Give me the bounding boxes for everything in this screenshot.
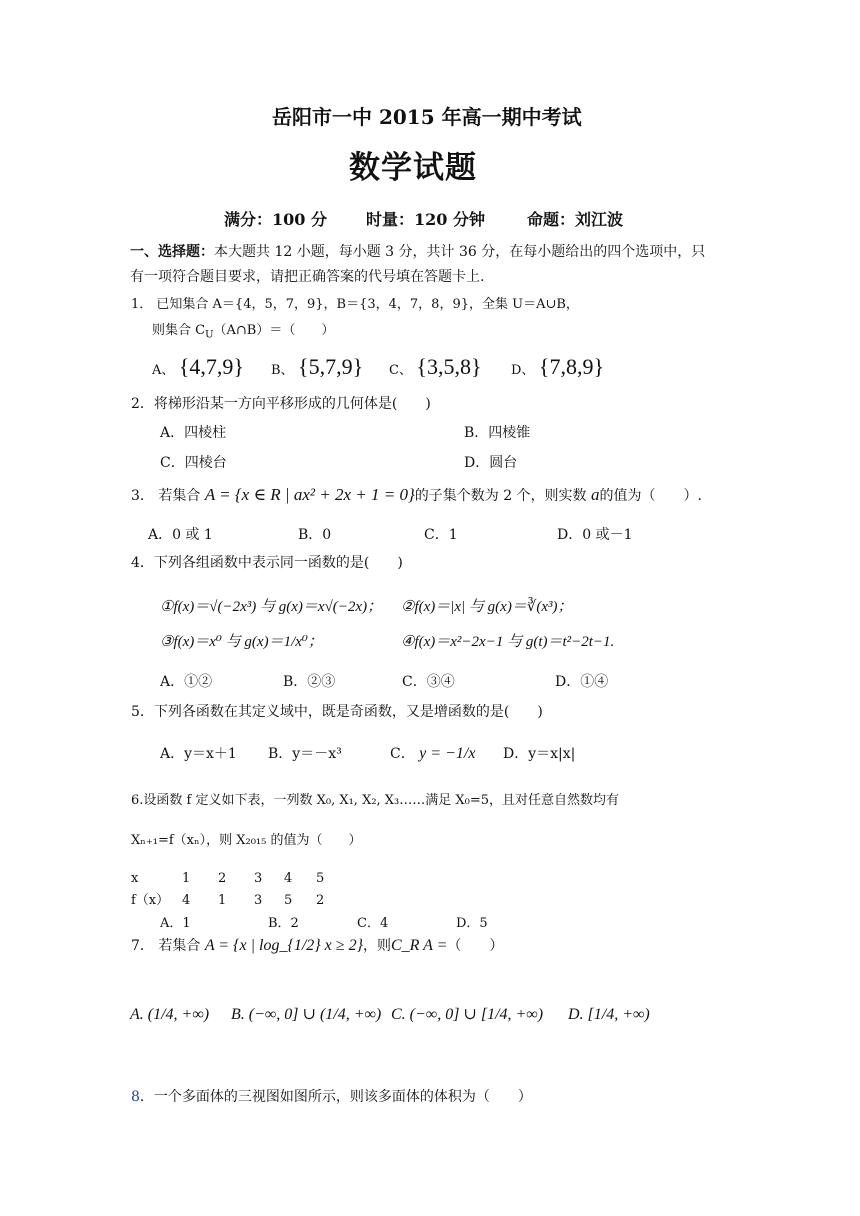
q4-option-b: B．②③ bbox=[283, 674, 336, 690]
q6-stem-line2: Xₙ₊₁=f（xₙ），则 X₂₀₁₅ 的值为（ ） bbox=[131, 833, 362, 848]
q6-stem-line1: 6.设函数 f 定义如下表，一列数 X₀, X₁, X₂, X₃……满足 X₀=5，且对任意自然数均有 bbox=[131, 793, 620, 808]
q2-stem: 2．将梯形沿某一方向平移形成的几何体是( ) bbox=[131, 396, 431, 412]
q4-item-1: ①f(x)＝√(−2x³) 与 g(x)＝x√(−2x)； bbox=[160, 599, 383, 615]
q5-option-d: D．y＝x|x| bbox=[503, 746, 576, 762]
q1-stem-line2: 则集合 $C_U(A\cap B)=$（ ） bbox=[152, 323, 335, 341]
q1-option-d: D、 {7,8,9} bbox=[511, 354, 605, 379]
q6-table-fx-row: f（x） 4 1 3 5 2 bbox=[131, 893, 325, 908]
q4-item-2: ②f(x)＝|x| 与 g(x)＝∛(x³)； bbox=[401, 599, 573, 615]
q2-option-c: C．四棱台 bbox=[160, 455, 227, 471]
q3-set-expression: A = {x ∈ R | ax² + 2x + 1 = 0} bbox=[204, 485, 415, 504]
q2-option-d: D．圆台 bbox=[464, 455, 518, 471]
time-limit: 时量：120 分钟 bbox=[366, 210, 485, 229]
q4-stem: 4．下列各组函数中表示同一函数的是( ) bbox=[131, 555, 403, 571]
q4-option-a: A．①② bbox=[160, 674, 213, 690]
q5-option-c: C． y = −1/x bbox=[390, 745, 476, 762]
subject-title: 数学试题 bbox=[349, 150, 477, 186]
q6-option-d: D．5 bbox=[456, 916, 488, 931]
section-intro-line2: 有一项符合题目要求，请把正确答案的代号填在答题卡上. bbox=[130, 269, 485, 285]
q3-stem: 3． 若集合 A = {x ∈ R | ax² + 2x + 1 = 0}的子集个数为 2 个，则实数 a的值为（ ）. bbox=[131, 485, 702, 504]
q7-stem: 7． 若集合 A = {x | log_{1/2} x ≥ 2}，则C_R A =（ ） bbox=[131, 937, 504, 954]
q2-option-b: B．四棱锥 bbox=[464, 425, 531, 441]
q2-option-a: A．四棱柱 bbox=[160, 425, 227, 441]
q8-stem: 8．一个多面体的三视图如图所示，则该多面体的体积为（ ） bbox=[131, 1089, 532, 1105]
q5-stem: 5．下列各函数在其定义域中，既是奇函数，又是增函数的是( ) bbox=[131, 704, 543, 720]
full-marks: 满分：100 分 bbox=[224, 210, 327, 229]
q7-set-expression: A = {x | log_{1/2} x ≥ 2} bbox=[204, 937, 363, 954]
q5-option-b: B．y＝－x³ bbox=[268, 746, 342, 762]
q4-option-d: D．①④ bbox=[555, 674, 609, 690]
q7-option-b: B. (−∞, 0] ∪ (1/4, +∞) bbox=[231, 1006, 382, 1023]
q3-option-a: A．0 或 1 bbox=[148, 527, 213, 543]
q1-stem-line1: 1． 已知集合 A＝{4，5，7，9}，B＝{3，4，7，8，9}，全集 U＝A∪B， bbox=[131, 297, 579, 312]
q5-option-a: A．y＝x＋1 bbox=[160, 746, 237, 762]
q7-option-a: A. (1/4, +∞) bbox=[130, 1006, 210, 1023]
q3-option-d: D．0 或－1 bbox=[557, 527, 633, 543]
q1-option-a: A、 {4,7,9} bbox=[152, 354, 244, 379]
q1-option-b: B、 {5,7,9} bbox=[271, 354, 364, 379]
q1-option-c: C、 {3,5,8} bbox=[389, 354, 482, 379]
q3-option-b: B．0 bbox=[298, 527, 332, 543]
q3-option-c: C．1 bbox=[424, 527, 458, 543]
exam-title: 岳阳市一中 2015 年高一期中考试 bbox=[272, 105, 582, 129]
section-heading: 一、选择题： bbox=[130, 244, 214, 260]
q6-option-a: A．1 bbox=[160, 916, 191, 931]
q6-table-x-row: x 1 2 3 4 5 bbox=[131, 871, 325, 886]
q4-item-3: ③f(x)＝x⁰ 与 g(x)＝1/x⁰； bbox=[160, 634, 323, 650]
q8-number: 8 bbox=[131, 1089, 140, 1105]
q4-option-c: C．③④ bbox=[402, 674, 455, 690]
q7-option-d: D. [1/4, +∞) bbox=[568, 1006, 650, 1023]
q6-option-b: B．2 bbox=[268, 916, 299, 931]
q7-option-c: C. (−∞, 0] ∪ [1/4, +∞) bbox=[391, 1006, 544, 1023]
exam-author: 命题：刘江波 bbox=[527, 210, 624, 229]
q6-option-c: C．4 bbox=[357, 916, 389, 931]
q4-item-4: ④f(x)＝x²−2x−1 与 g(t)＝t²−2t−1. bbox=[401, 634, 615, 650]
section-intro-line1: 一、选择题：本大题共 12 小题，每小题 3 分，共计 36 分，在每小题给出的四个选项中，只 bbox=[130, 244, 706, 260]
